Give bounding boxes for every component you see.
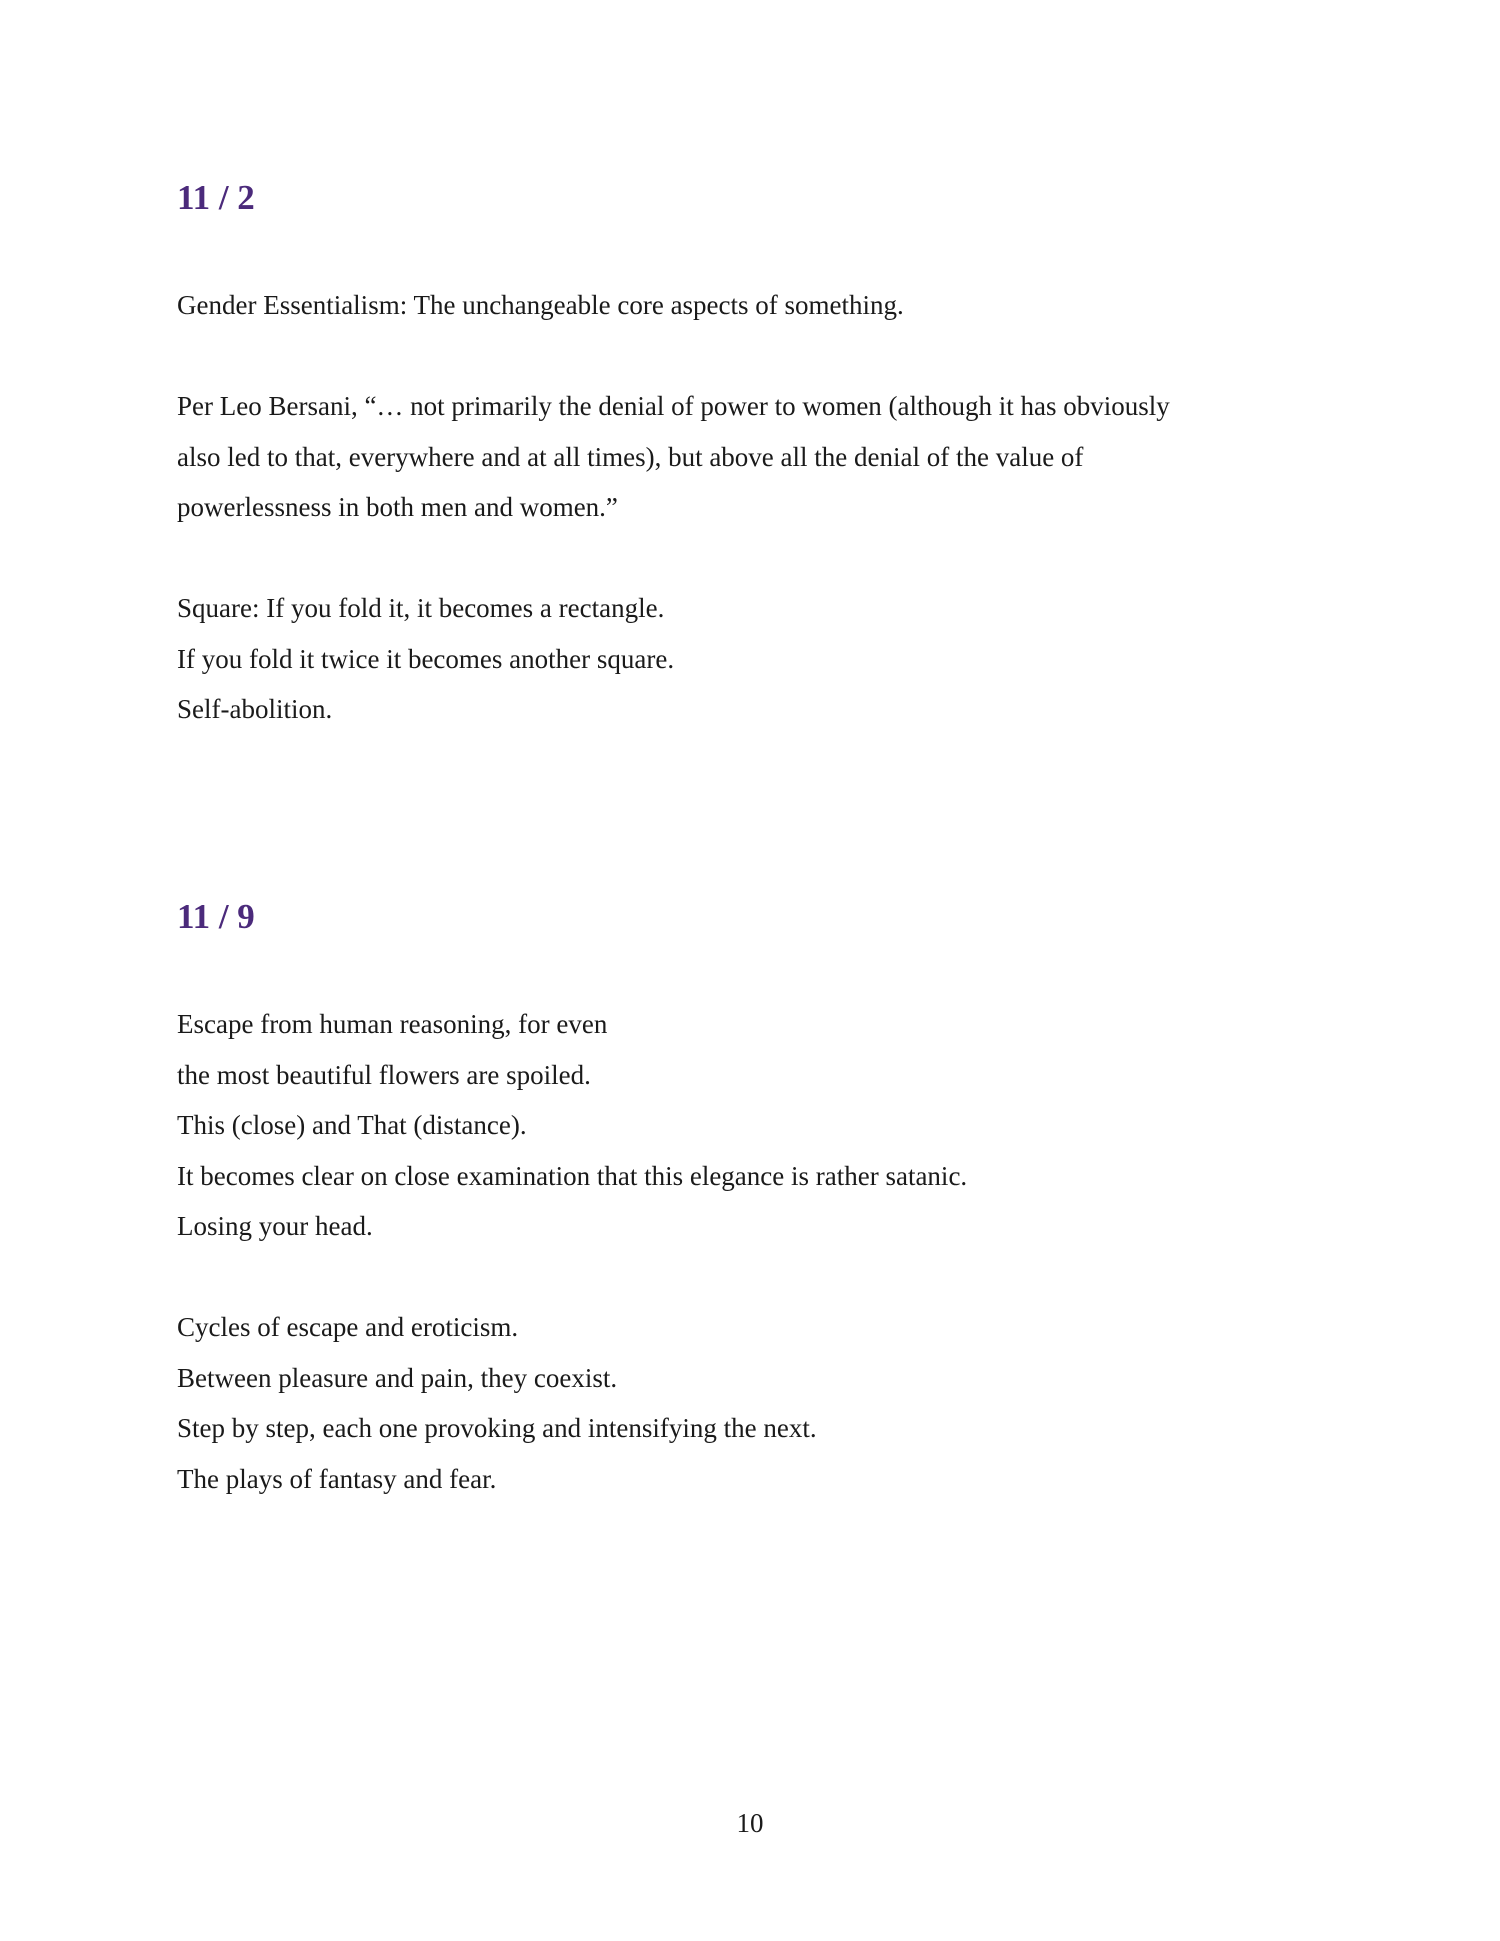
- text-line: This (close) and That (distance).: [177, 1110, 527, 1140]
- text-line: Square: If you fold it, it becomes a rectangle.: [177, 593, 665, 623]
- text-line: also led to that, everywhere and at all times), but above all the denial of the value of: [177, 441, 1084, 472]
- paragraph-cycles: [177, 1302, 1327, 1504]
- page-number: 10: [736, 1808, 764, 1838]
- section-date-heading: 11 / 2: [177, 178, 255, 217]
- text-line: Self-abolition.: [177, 694, 333, 724]
- text-line: It becomes clear on close examination that this elegance is rather satanic.: [177, 1160, 968, 1191]
- text-line: If you fold it twice it becomes another square.: [177, 643, 675, 674]
- text-line: the most beautiful flowers are spoiled.: [177, 1059, 591, 1090]
- paragraph-square: [177, 583, 1327, 735]
- text-line: Per Leo Bersani, “… not primarily the denial of power to women (although it has obviously: [177, 391, 1170, 421]
- text-line: Between pleasure and pain, they coexist.: [177, 1362, 618, 1393]
- paragraph-escape: [177, 999, 1327, 1252]
- section-date-heading: 11 / 9: [177, 897, 255, 936]
- text-line: Losing your head.: [177, 1211, 373, 1241]
- text-line: powerlessness in both men and women.”: [177, 492, 618, 522]
- paragraph-bersani-quote: [177, 381, 1327, 533]
- text-line: The plays of fantasy and fear.: [177, 1463, 497, 1494]
- text-line: Step by step, each one provoking and intensifying the next.: [177, 1413, 817, 1443]
- text-line: Cycles of escape and eroticism.: [177, 1312, 519, 1342]
- text-line: Escape from human reasoning, for even: [177, 1009, 608, 1039]
- paragraph-gender-essentialism: [177, 280, 1327, 331]
- text-line: Gender Essentialism: The unchangeable core aspects of something.: [177, 290, 904, 320]
